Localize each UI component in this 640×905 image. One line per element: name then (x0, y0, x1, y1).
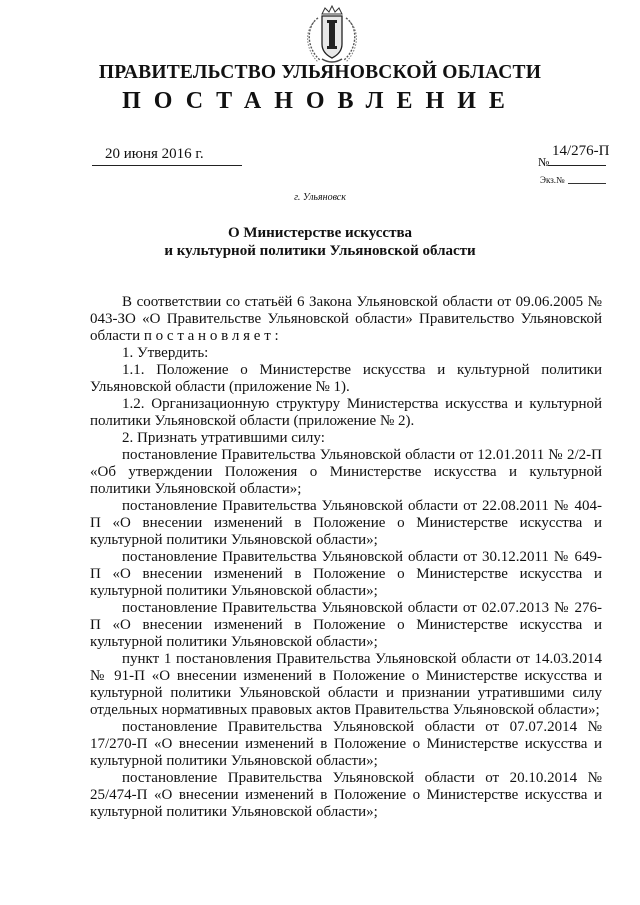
paragraph-repeal-5: пункт 1 постановления Правительства Ульяновской области от 14.03.2014 № 91-П «О внесении изменений в Положение о Министерстве искусства и культурной политики Ульяновской области и признании утратившими силу отдельных нормативных правовых актов Правительства Ульяновской области»; (90, 651, 602, 718)
number-underline (548, 165, 606, 166)
document-type: ПОСТАНОВЛЕНИЕ (122, 88, 518, 114)
title-line-1: О Министерстве искусства (227, 225, 413, 241)
paragraph-repeal-3: постановление Правительства Ульяновской области от 30.12.2011 № 649-П «О внесении изменений в Положение о Министерстве искусства и культурной политики Ульяновской области»; (90, 549, 602, 599)
paragraph-item-1-1: 1.1. Положение о Министерстве искусства и культурной политики Ульяновской области (приложение № 1). (90, 362, 602, 395)
document-date: 20 июня 2016 г. (105, 146, 204, 162)
paragraph-item-1-2: 1.2. Организационную структуру Министерства искусства и культурной политики Ульяновской области (приложение № 2). (90, 396, 602, 429)
city-name: г. Ульяновск (294, 192, 346, 203)
organization-name: ПРАВИТЕЛЬСТВО УЛЬЯНОВСКОЙ ОБЛАСТИ (98, 62, 542, 83)
paragraph-repeal-6: постановление Правительства Ульяновской области от 07.07.2014 № 17/270-П «О внесении изменений в Положение о Министерстве искусства и культурной политики Ульяновской области»; (90, 719, 602, 769)
paragraph-item-1: 1. Утвердить: (122, 345, 209, 361)
title-line-2: и культурной политики Ульяновской области (164, 243, 476, 259)
copy-number-underline (568, 183, 606, 184)
copy-number-label: Экз.№ (540, 175, 565, 185)
date-underline (92, 165, 242, 166)
paragraph-repeal-2: постановление Правительства Ульяновской области от 22.08.2011 № 404-П «О внесении изменений в Положение о Министерстве искусства и культурной политики Ульяновской области»; (90, 498, 602, 548)
document-title (0, 224, 640, 260)
paragraph-repeal-1: постановление Правительства Ульяновской области от 12.01.2011 № 2/2-П «Об утверждении Положения о Министерстве искусства и культурной политики Ульяновской области»; (90, 447, 602, 497)
paragraph-item-2: 2. Признать утратившими силу: (122, 430, 325, 446)
number-sign: № (538, 155, 550, 169)
paragraph-repeal-4: постановление Правительства Ульяновской области от 02.07.2013 № 276-П «О внесении изменений в Положение о Министерстве искусства и культурной политики Ульяновской области»; (90, 600, 602, 650)
coat-of-arms-icon (300, 4, 364, 66)
document-number: 14/276-П (552, 143, 610, 159)
paragraph-preamble: В соответствии со статьёй 6 Закона Ульяновской области от 09.06.2005 № 043-ЗО «О Правительстве Ульяновской области» Правительство Ульяновской области п о с т а н о в л я е т : (90, 294, 602, 344)
document-body (90, 294, 602, 821)
paragraph-repeal-7: постановление Правительства Ульяновской области от 20.10.2014 № 25/474-П «О внесении изменений в Положение о Министерстве искусства и культурной политики Ульяновской области»; (90, 770, 602, 820)
